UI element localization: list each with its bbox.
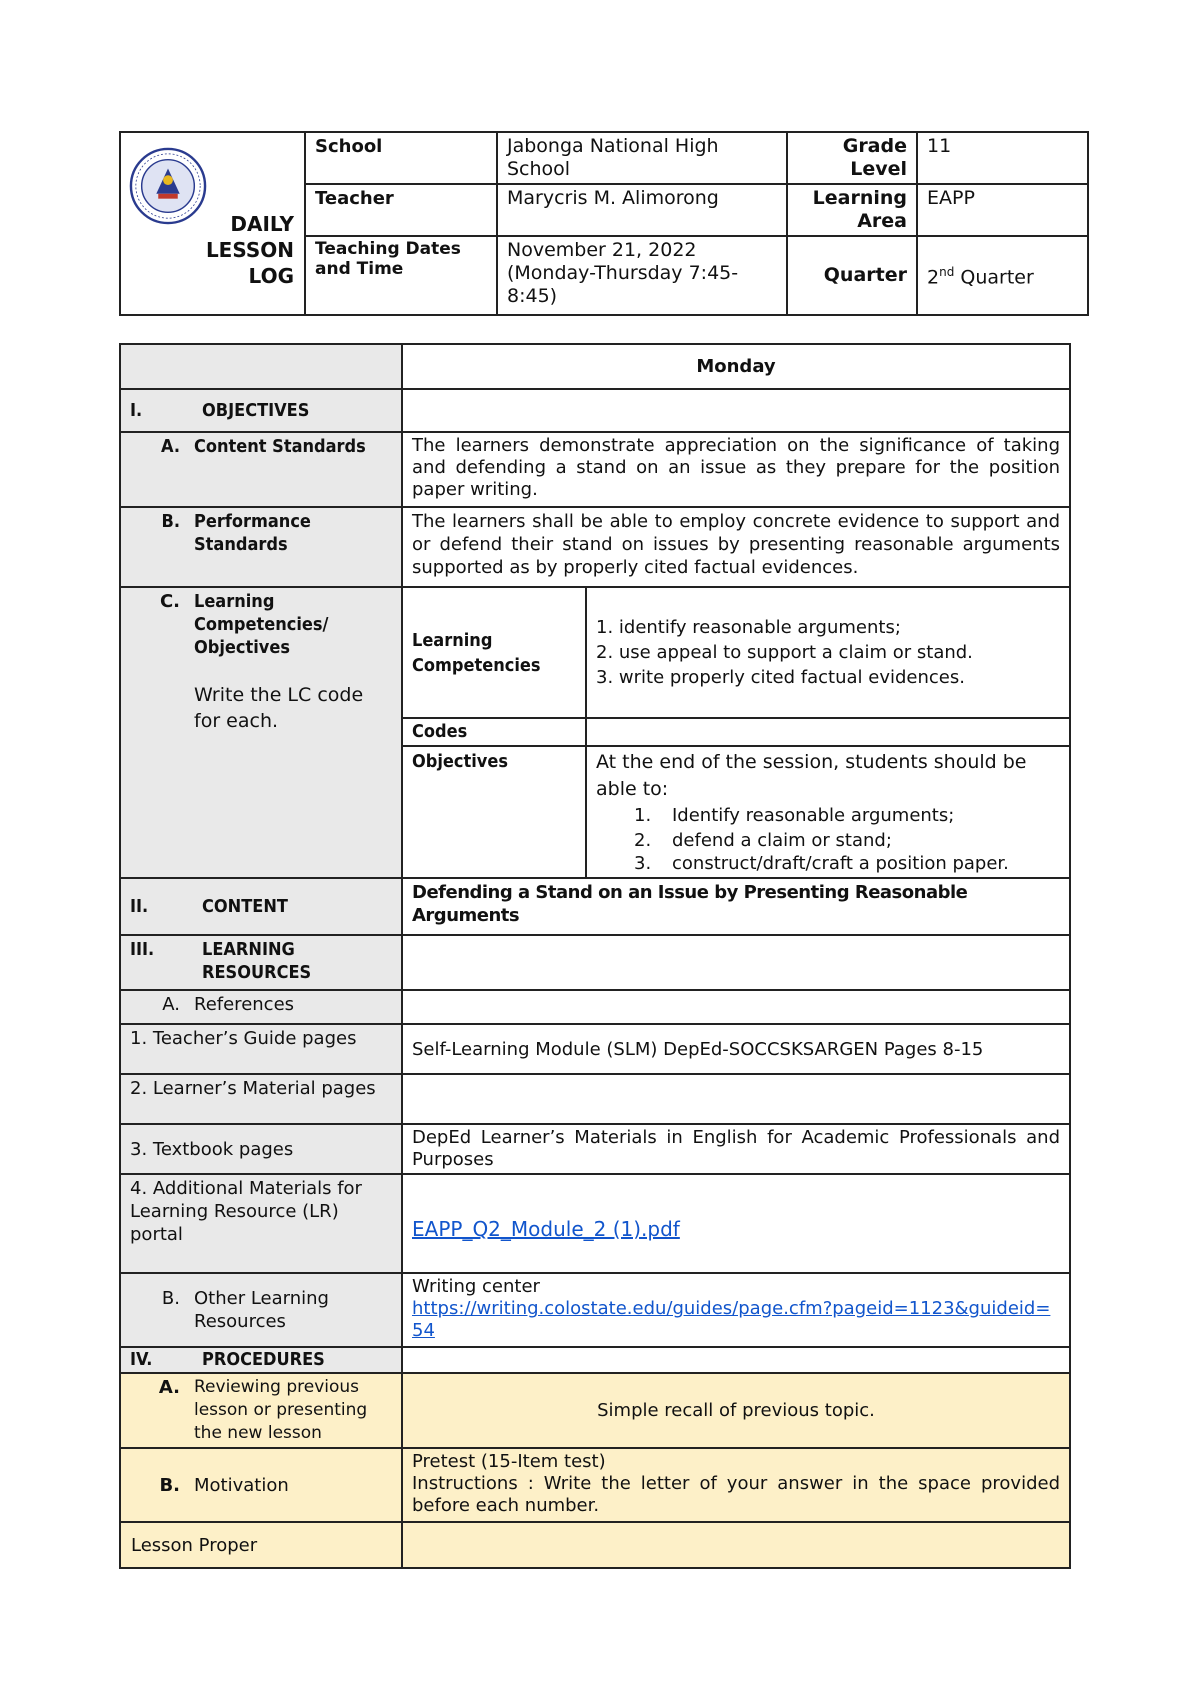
header-table <box>119 131 1089 316</box>
teachers-guide-value: Self-Learning Module (SLM) DepEd-SOCCSKSARGEN Pages 8-15 <box>402 1024 1070 1074</box>
teacher-value: Marycris M. Alimorong <box>497 184 787 236</box>
performance-standards-label: B. Performance Standards <box>120 507 402 587</box>
lc-item: 2. use appeal to support a claim or stand. <box>596 642 973 663</box>
content-title: Defending a Stand on an Issue by Presenting Reasonable Arguments <box>402 878 1070 935</box>
additional-materials-value <box>402 1174 1070 1273</box>
lesson-proper-label: Lesson Proper <box>120 1522 402 1568</box>
review-value: Simple recall of previous topic. <box>402 1373 1070 1448</box>
procedures-heading: IV. PROCEDURES <box>120 1347 402 1373</box>
school-value: Jabonga National High School <box>497 132 787 184</box>
module-pdf-link[interactable]: EAPP_Q2_Module_2 (1).pdf <box>412 1217 680 1241</box>
writing-center-text: Writing center <box>412 1276 540 1297</box>
learning-area-value: EAPP <box>917 184 1088 236</box>
objectives-label: Objectives <box>403 746 586 877</box>
other-resources-label: B. Other Learning Resources <box>120 1273 402 1347</box>
objective-item: 3. construct/draft/craft a position paper. <box>634 853 1009 874</box>
teachers-guide-label: 1. Teacher’s Guide pages <box>120 1024 402 1074</box>
school-label: School <box>305 132 497 184</box>
codes-label: Codes <box>403 718 586 746</box>
other-resources-value <box>402 1273 1070 1347</box>
instructions-text: Instructions : Write the letter of your answer in the space provided before each number. <box>412 1473 1060 1516</box>
competencies-inner-table <box>403 588 1069 877</box>
pretest-text: Pretest (15-Item test) <box>412 1451 606 1472</box>
learning-competencies-cell <box>402 587 1070 878</box>
learning-resources-heading: III. LEARNING RESOURCES <box>120 935 402 990</box>
blank-corner-cell <box>120 344 402 389</box>
writing-center-link[interactable]: https://writing.colostate.edu/guides/page.cfm?pageid=1123&guideid=54 <box>412 1298 1051 1341</box>
teaching-dates-label: Teaching Dates and Time <box>305 236 497 315</box>
codes-value <box>586 718 1069 746</box>
learners-material-value <box>402 1074 1070 1124</box>
objectives-heading: I. OBJECTIVES <box>120 389 402 432</box>
lc-code-note: Write the LC code for each. <box>194 684 364 732</box>
additional-materials-label: 4. Additional Materials for Learning Resource (LR) portal <box>120 1174 402 1273</box>
teaching-dates-value: November 21, 2022 (Monday-Thursday 7:45-8:45) <box>497 236 787 315</box>
learning-area-label: Learning Area <box>787 184 917 236</box>
deped-seal-icon <box>129 147 207 225</box>
teacher-label: Teacher <box>305 184 497 236</box>
quarter-label: Quarter <box>787 236 917 315</box>
grade-level-label: Grade Level <box>787 132 917 184</box>
review-label: A. Reviewing previous lesson or presenting the new lesson <box>120 1373 402 1448</box>
procedures-value <box>402 1347 1070 1373</box>
lc-item: 3. write properly cited factual evidences. <box>596 667 965 688</box>
lc-list <box>586 588 1069 718</box>
learning-resources-value <box>402 935 1070 990</box>
content-standards-text: The learners demonstrate appreciation on the significance of taking and defending a stand on an issue as they prepare for the position paper writing. <box>402 432 1070 507</box>
content-standards-label: A. Content Standards <box>120 432 402 507</box>
textbook-label: 3. Textbook pages <box>120 1124 402 1174</box>
textbook-value: DepEd Learner’s Materials in English for Academic Professionals and Purposes <box>402 1124 1070 1174</box>
objectives-intro: At the end of the session, students should be able to: <box>596 751 1027 800</box>
logo-cell <box>120 132 305 315</box>
objective-item: 1. Identify reasonable arguments; <box>634 805 955 826</box>
lesson-plan-table <box>119 343 1071 1569</box>
objective-item: 2. defend a claim or stand; <box>634 830 892 851</box>
daily-lesson-log-title: DAILY LESSON LOG <box>205 212 294 288</box>
lc-label: Learning Competencies <box>412 629 541 676</box>
references-value <box>402 990 1070 1024</box>
lc-item: 1. identify reasonable arguments; <box>596 617 901 638</box>
day-header: Monday <box>402 344 1070 389</box>
objectives-value <box>402 389 1070 432</box>
learning-competencies-label: C. Learning Competencies/ Objectives Write the LC code for each. <box>120 587 402 878</box>
quarter-value: 2nd Quarter <box>917 236 1088 315</box>
learners-material-label: 2. Learner’s Material pages <box>120 1074 402 1124</box>
objectives-list <box>586 746 1069 877</box>
lesson-proper-value <box>402 1522 1070 1568</box>
grade-level-value: 11 <box>917 132 1088 184</box>
content-heading: II. CONTENT <box>120 878 402 935</box>
motivation-label: B. Motivation <box>120 1448 402 1522</box>
references-label: A. References <box>120 990 402 1024</box>
performance-standards-text: The learners shall be able to employ concrete evidence to support and or defend their stand on issues by presenting reasonable arguments supported as by properly cited factual evidences. <box>402 507 1070 587</box>
motivation-value <box>402 1448 1070 1522</box>
